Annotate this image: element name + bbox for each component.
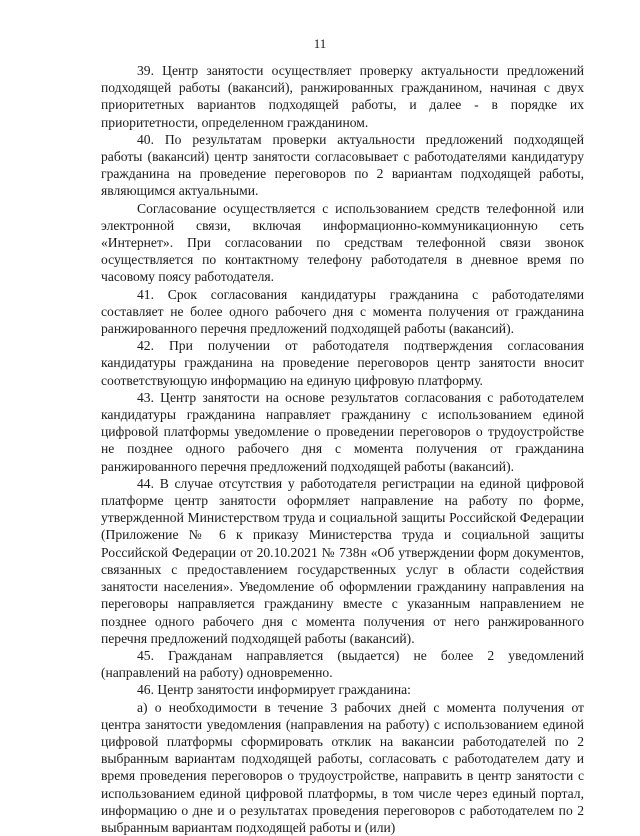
document-body: [101, 62, 584, 836]
paragraph-41: 41. Срок согласования кандидатуры гражданина с работодателями составляет не более одного рабочего дня с момента получения от гражданина ранжированного перечня предложений подходящей работы (вакансий).: [101, 286, 584, 337]
paragraph-43: 43. Центр занятости на основе результатов согласования с работодателем кандидатуры гражданина направляет гражданину с использованием единой цифровой платформы уведомление о проведении переговоров о трудоустройстве не позднее одного рабочего дня с момента получения от гражданина ранжированного перечня предложений подходящей работы (вакансий).: [101, 389, 584, 474]
paragraph-42: 42. При получении от работодателя подтверждения согласования кандидатуры гражданина на проведение переговоров центр занятости вносит соответствующую информацию на единую цифровую платформу.: [101, 338, 584, 388]
paragraph-46-a: а) о необходимости в течение 3 рабочих дней с момента получения от центра занятости уведомления (направления на работу) с использованием единой цифровой платформы сформировать отклик на вакансии работодателей по 2 выбранным вариантам подходящей работы, согласовать с работодателем дату и время проведения переговоров о трудоустройстве, направить в центр занятости с использованием единой цифровой платформы, в том числе через единый портал, информацию о дне и о результатах проведения переговоров с работодателем по 2 выбранным вариантам подходящей работы и (или): [101, 699, 584, 835]
paragraph-45: 45. Гражданам направляется (выдается) не более 2 уведомлений (направлений на работу) одновременно.: [101, 647, 584, 681]
paragraph-approval-method: Согласование осуществляется с использованием средств телефонной или электронной связи, включая информационно-коммуникационную сеть «Интернет». При согласовании по средствам телефонной связи звонок осуществляется по контактному телефону работодателя в дневное время по часовому поясу работодателя.: [101, 200, 584, 285]
paragraph-46: 46. Центр занятости информирует гражданина:: [137, 682, 411, 698]
paragraph-39: 39. Центр занятости осуществляет проверку актуальности предложений подходящей работы (вакансий), ранжированных гражданином, начиная с двух приоритетных вариантов подходящей работы, и далее - в порядке их приоритетности, определенном гражданином.: [101, 63, 584, 130]
paragraph-44: 44. В случае отсутствия у работодателя регистрации на единой цифровой платформе центр занятости оформляет направление на работу по форме, утвержденной Министерством труда и социальной защиты Российской Федерации (Приложение № 6 к приказу Министерства труда и социальной защиты Российской Федерации от 20.10.2021 № 738н «Об утверждении форм документов, связанных с предоставлением государственных услуг в области содействия занятости населения». Уведомление об оформлении гражданину направления на переговоры направляется гражданину вместе с указанным направлением не позднее одного рабочего дня с момента получения от него ранжированного перечня предложений подходящей работы (вакансий).: [101, 475, 584, 646]
paragraph-40: 40. По результатам проверки актуальности предложений подходящей работы (вакансий) центр занятости согласовывает с работодателями кандидатуру гражданина на проведение переговоров по 2 вариантам подходящей работы, являющимся актуальными.: [101, 131, 584, 199]
page-number: 11: [313, 36, 327, 51]
